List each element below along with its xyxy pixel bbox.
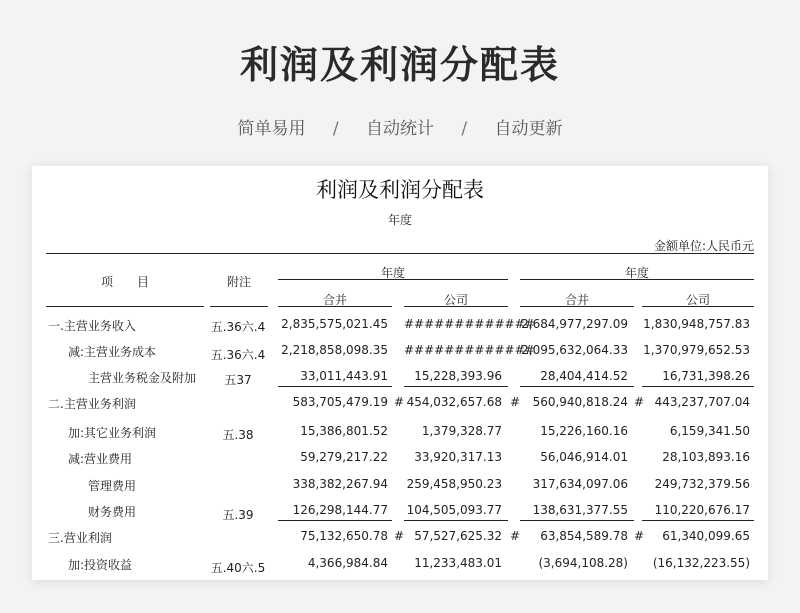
value-cell[interactable]: 2,835,575,021.45: [281, 317, 388, 331]
note-cell: 五.40六.5: [210, 561, 266, 575]
note-cell: 五.36六.4: [210, 348, 266, 362]
row-label: 二.主营业务利润: [48, 397, 136, 411]
header-company-1: 公司: [443, 293, 468, 307]
currency-unit: 金额单位:人民币元: [653, 239, 754, 253]
value-cell[interactable]: 16,731,398.26: [662, 369, 750, 383]
value-cell[interactable]: (3,694,108.28): [538, 556, 628, 570]
spreadsheet-preview[interactable]: [32, 166, 768, 580]
table-row[interactable]: [32, 524, 768, 550]
header-period1: 年度: [380, 266, 405, 280]
tag-separator: /: [332, 119, 339, 139]
tag-auto-stat: 自动统计: [366, 119, 434, 139]
row-label: 一.主营业务收入: [48, 319, 136, 333]
note-cell: 五37: [224, 373, 252, 387]
row-label: 主营业务税金及附加: [88, 371, 197, 385]
table-row[interactable]: [32, 338, 768, 364]
row-label: 财务费用: [88, 505, 137, 519]
tag-separator: /: [461, 119, 468, 139]
subtotal-rule: [642, 386, 754, 387]
value-cell[interactable]: 4,366,984.84: [307, 556, 388, 570]
table-row[interactable]: [32, 390, 768, 416]
value-cell[interactable]: 317,634,097.06: [532, 477, 628, 491]
value-cell[interactable]: 249,732,379.56: [654, 477, 750, 491]
value-cell[interactable]: 61,340,099.65: [662, 529, 750, 543]
value-cell[interactable]: 259,458,950.23: [406, 477, 502, 491]
row-label: 减:营业费用: [68, 452, 133, 466]
table-row[interactable]: [32, 445, 768, 471]
value-cell[interactable]: 33,920,317.13: [414, 450, 502, 464]
overflow-marker: #: [510, 395, 521, 409]
header-note: 附注: [226, 275, 251, 289]
value-cell[interactable]: #############: [404, 343, 535, 357]
value-cell[interactable]: 104,505,093.77: [406, 503, 502, 517]
value-cell[interactable]: 15,386,801.52: [300, 424, 388, 438]
value-cell[interactable]: 1,830,948,757.83: [643, 317, 750, 331]
page-title: 利润及利润分配表: [239, 43, 560, 87]
table-row[interactable]: [32, 551, 768, 577]
subtotal-rule: [278, 386, 392, 387]
note-cell: 五.39: [222, 508, 254, 522]
overflow-marker: #: [634, 529, 645, 543]
value-cell[interactable]: 6,159,341.50: [669, 424, 750, 438]
overflow-marker: #: [394, 529, 405, 543]
table-row[interactable]: [32, 419, 768, 445]
value-cell[interactable]: 338,382,267.94: [292, 477, 388, 491]
value-cell[interactable]: 583,705,479.19: [292, 395, 388, 409]
value-cell[interactable]: #############: [404, 317, 535, 331]
value-cell[interactable]: 138,631,377.55: [532, 503, 628, 517]
value-cell[interactable]: 110,220,676.17: [654, 503, 750, 517]
value-cell[interactable]: 28,103,893.16: [662, 450, 750, 464]
table-row[interactable]: [32, 312, 768, 338]
value-cell[interactable]: 443,237,707.04: [654, 395, 750, 409]
subtotal-rule: [520, 386, 634, 387]
item-col-rule: [46, 306, 204, 307]
value-cell[interactable]: 1,379,328.77: [421, 424, 502, 438]
feature-tags: [0, 114, 800, 139]
value-cell[interactable]: 560,940,818.24: [532, 395, 628, 409]
value-cell[interactable]: 11,233,483.01: [414, 556, 502, 570]
subtotal-rule: [520, 520, 634, 521]
value-cell[interactable]: 126,298,144.77: [292, 503, 388, 517]
row-label: 三.营业利润: [48, 531, 112, 545]
overflow-marker: #: [510, 529, 521, 543]
value-cell[interactable]: 2,095,632,064.33: [521, 343, 628, 357]
value-cell[interactable]: 15,228,393.96: [414, 369, 502, 383]
header-company-2: 公司: [685, 293, 710, 307]
value-cell[interactable]: 33,011,443.91: [300, 369, 388, 383]
value-cell[interactable]: (16,132,223.55): [652, 556, 750, 570]
header-merged-2: 合并: [564, 293, 589, 307]
table-row[interactable]: [32, 472, 768, 498]
tag-easy: 简单易用: [237, 119, 306, 139]
document-year-label: 年度: [387, 213, 412, 227]
value-cell[interactable]: 28,404,414.52: [540, 369, 628, 383]
tag-auto-update: 自动更新: [494, 119, 563, 139]
value-cell[interactable]: 15,226,160.16: [540, 424, 628, 438]
subtotal-rule: [404, 520, 508, 521]
note-cell: 五.38: [222, 428, 254, 442]
value-cell[interactable]: 75,132,650.78: [300, 529, 388, 543]
header-item: 项 目: [100, 275, 149, 289]
value-cell[interactable]: 63,854,589.78: [540, 529, 628, 543]
row-label: 加:投资收益: [68, 558, 133, 572]
subtotal-rule: [642, 520, 754, 521]
note-col-rule: [210, 306, 268, 307]
row-label: 减:主营业务成本: [68, 345, 157, 359]
value-cell[interactable]: 2,218,858,098.35: [281, 343, 388, 357]
value-cell[interactable]: 59,279,217.22: [300, 450, 388, 464]
header-merged-1: 合并: [322, 293, 347, 307]
value-cell[interactable]: 454,032,657.68: [406, 395, 502, 409]
subtotal-rule: [404, 386, 508, 387]
value-cell[interactable]: 57,527,625.32: [414, 529, 502, 543]
value-cell[interactable]: 56,046,914.01: [540, 450, 628, 464]
row-label: 管理费用: [88, 479, 137, 493]
value-cell[interactable]: 2,684,977,297.09: [521, 317, 628, 331]
note-cell: 五.36六.4: [210, 320, 266, 334]
overflow-marker: #: [634, 395, 645, 409]
document-title: 利润及利润分配表: [316, 178, 484, 202]
overflow-marker: #: [394, 395, 405, 409]
value-cell[interactable]: 1,370,979,652.53: [643, 343, 750, 357]
subtotal-rule: [278, 520, 392, 521]
header-period2: 年度: [624, 266, 649, 280]
row-label: 加:其它业务利润: [68, 426, 157, 440]
header-top-rule: [46, 253, 754, 254]
